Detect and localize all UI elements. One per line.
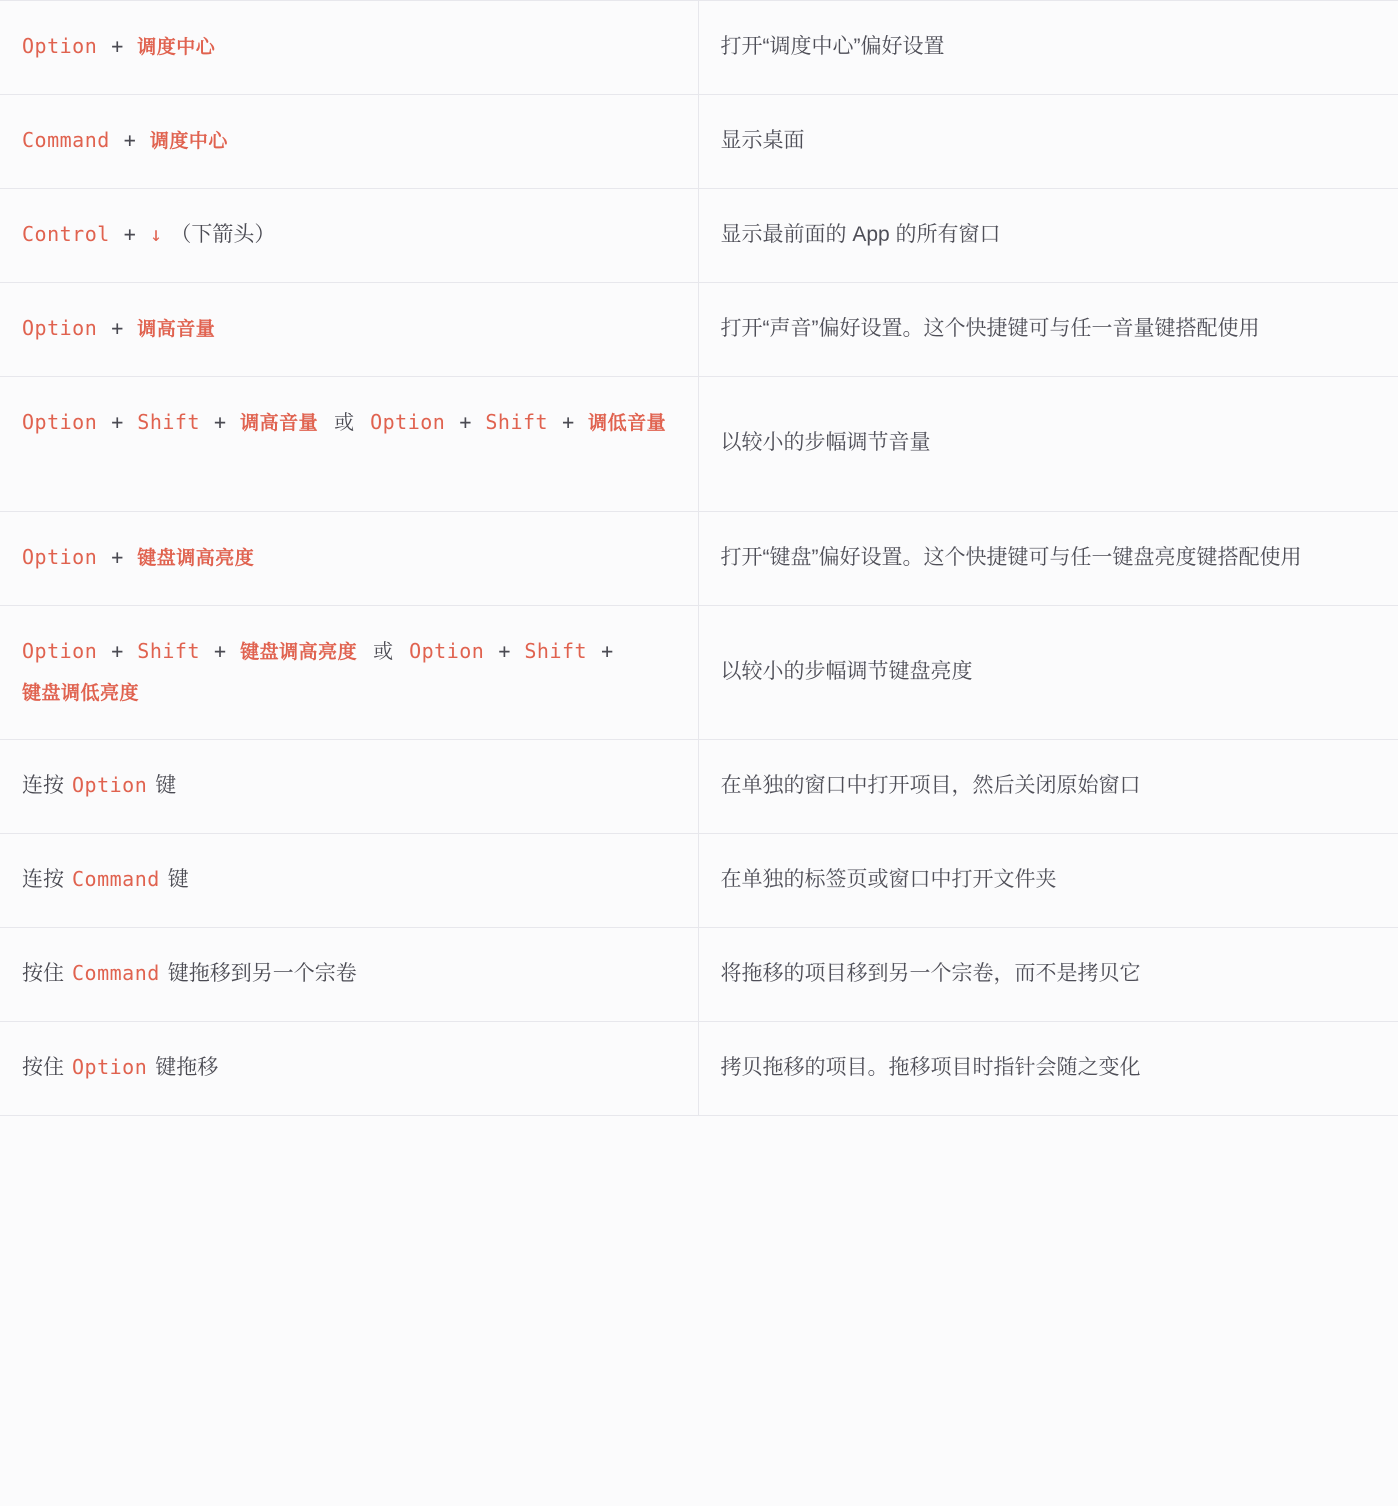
table-row bbox=[0, 1022, 1398, 1116]
shortcut-description-cell: 显示最前面的 App 的所有窗口 bbox=[720, 222, 1001, 246]
plain-text: 按住 bbox=[22, 1056, 64, 1080]
table-row bbox=[0, 740, 1398, 834]
shortcut-keys-cell bbox=[0, 1, 698, 95]
plus-separator: + bbox=[111, 638, 124, 663]
key-token: Option bbox=[72, 773, 148, 798]
shortcut-description-cell: 拷贝拖移的项目。拖移项目时指针会随之变化 bbox=[720, 1056, 1141, 1080]
table-row bbox=[0, 376, 1398, 511]
key-token: 键盘调高亮度 bbox=[137, 547, 255, 569]
key-token: 键盘调低亮度 bbox=[22, 682, 140, 704]
table-row bbox=[0, 282, 1398, 376]
plus-separator: + bbox=[111, 315, 124, 340]
key-token: 调高音量 bbox=[137, 318, 216, 340]
key-token: Command bbox=[72, 867, 160, 892]
key-token: Option bbox=[22, 34, 98, 58]
plus-separator: + bbox=[214, 409, 227, 434]
plus-separator: + bbox=[214, 638, 227, 663]
plain-text: 按住 bbox=[22, 962, 64, 986]
shortcut-keys-cell bbox=[0, 282, 698, 376]
shortcut-description-cell: 打开“调度中心”偏好设置 bbox=[720, 35, 945, 58]
plus-separator: + bbox=[123, 127, 136, 152]
plain-text: 连按 bbox=[22, 868, 64, 892]
shortcut-description-cell: 将拖移的项目移到另一个宗卷，而不是拷贝它 bbox=[720, 962, 1141, 986]
shortcut-keys-cell bbox=[0, 376, 698, 511]
key-token: Shift bbox=[485, 409, 549, 434]
shortcut-description-cell: 以较小的步幅调节音量 bbox=[720, 431, 931, 455]
table-row bbox=[0, 834, 1398, 928]
table-row bbox=[0, 94, 1398, 188]
table-body bbox=[0, 1, 1398, 1116]
plus-separator: + bbox=[111, 409, 124, 434]
plus-separator: + bbox=[111, 34, 124, 58]
shortcut-description-cell: 打开“声音”偏好设置。这个快捷键可与任一音量键搭配使用 bbox=[720, 316, 1260, 340]
key-token: Option bbox=[22, 315, 98, 340]
plain-text: 连按 bbox=[22, 774, 64, 798]
shortcut-keys-cell bbox=[0, 94, 698, 188]
or-separator: 或 bbox=[334, 411, 355, 434]
key-token: 调度中心 bbox=[137, 37, 216, 58]
key-token: 调高音量 bbox=[240, 412, 319, 434]
shortcut-keys-cell bbox=[0, 511, 698, 605]
key-token: Option bbox=[370, 409, 446, 434]
key-token: Control bbox=[22, 221, 110, 246]
key-token: 键盘调高亮度 bbox=[240, 641, 358, 663]
shortcut-keys-cell bbox=[0, 188, 698, 282]
plain-text: 键 bbox=[167, 868, 189, 892]
plain-text: （下箭头） bbox=[170, 222, 276, 246]
key-token: Shift bbox=[137, 638, 201, 663]
key-token: Shift bbox=[137, 409, 201, 434]
key-token: 调低音量 bbox=[588, 412, 667, 434]
shortcut-keys-cell bbox=[0, 605, 698, 740]
plus-separator: + bbox=[459, 409, 472, 434]
key-token: 调度中心 bbox=[149, 130, 228, 152]
plain-text: 键 bbox=[155, 774, 177, 798]
plus-separator: + bbox=[111, 544, 124, 569]
key-token: Command bbox=[22, 127, 110, 152]
plain-text: 键拖移到另一个宗卷 bbox=[167, 962, 357, 986]
key-token: Option bbox=[22, 638, 98, 663]
plus-separator: + bbox=[123, 221, 136, 246]
plus-separator: + bbox=[601, 638, 614, 663]
key-token: Command bbox=[72, 961, 160, 986]
table-row bbox=[0, 928, 1398, 1022]
shortcut-description-cell: 显示桌面 bbox=[720, 128, 805, 152]
shortcut-keys-cell bbox=[0, 928, 698, 1022]
plain-text: 键拖移 bbox=[155, 1056, 219, 1080]
key-token: Option bbox=[72, 1055, 148, 1080]
plus-separator: + bbox=[498, 638, 511, 663]
shortcut-description-cell: 在单独的标签页或窗口中打开文件夹 bbox=[720, 868, 1057, 892]
shortcut-keys-cell bbox=[0, 834, 698, 928]
shortcut-description-cell: 以较小的步幅调节键盘亮度 bbox=[720, 660, 973, 684]
or-separator: 或 bbox=[373, 640, 394, 663]
table-row bbox=[0, 605, 1398, 740]
key-token: Option bbox=[22, 409, 98, 434]
plus-separator: + bbox=[562, 409, 575, 434]
key-token: Option bbox=[409, 638, 485, 663]
shortcut-keys-cell bbox=[0, 1022, 698, 1116]
key-token: Option bbox=[22, 544, 98, 569]
table-row bbox=[0, 188, 1398, 282]
shortcut-description-cell: 在单独的窗口中打开项目，然后关闭原始窗口 bbox=[720, 774, 1141, 798]
table-row bbox=[0, 1, 1398, 95]
table-row bbox=[0, 511, 1398, 605]
shortcut-description-cell: 打开“键盘”偏好设置。这个快捷键可与任一键盘亮度键搭配使用 bbox=[720, 545, 1302, 569]
key-token: Shift bbox=[524, 638, 588, 663]
shortcut-keys-cell bbox=[0, 740, 698, 834]
key-token: ↓ bbox=[149, 221, 163, 246]
